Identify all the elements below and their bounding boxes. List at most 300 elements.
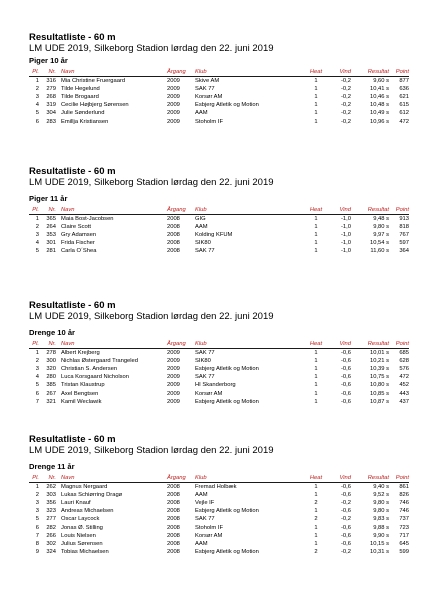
cell-result: 9,60 s — [373, 78, 389, 84]
cell-wind: -0,2 — [341, 548, 351, 555]
cell-pl: 1 — [35, 350, 39, 356]
cell-points: 472 — [399, 118, 409, 125]
cell-club: SAK 77 — [195, 248, 215, 255]
cell-club: Esbjerg Atletik og Motion — [195, 508, 259, 515]
cell-nr: 316 — [46, 78, 56, 84]
cell-pl: 7 — [35, 532, 39, 539]
column-header-result: Resultat — [367, 69, 389, 75]
cell-nr: 321 — [46, 398, 56, 405]
category-heading: Piger 10 år — [29, 56, 68, 65]
cell-nr: 266 — [46, 532, 56, 539]
column-header-heat: Heat — [309, 69, 323, 75]
table-row — [29, 515, 409, 523]
cell-year: 2008 — [167, 224, 180, 231]
column-header-club: Klub — [195, 475, 207, 481]
cell-nr: 300 — [46, 358, 56, 365]
cell-year: 2008 — [167, 500, 180, 507]
cell-result: 10,96 s — [369, 118, 389, 125]
cell-result: 10,49 s — [369, 110, 389, 117]
cell-heat: 1 — [314, 508, 318, 515]
column-header-result: Resultat — [367, 341, 389, 347]
cell-year: 2008 — [167, 524, 180, 531]
cell-wind: -0,2 — [341, 102, 351, 109]
cell-pl: 3 — [35, 508, 39, 515]
table-row — [29, 373, 409, 381]
cell-wind: -0,6 — [341, 374, 351, 381]
cell-result: 10,80 s — [369, 382, 389, 389]
cell-year: 2009 — [167, 382, 180, 389]
column-header-club: Klub — [195, 69, 207, 75]
cell-club: SAK 77 — [195, 374, 215, 381]
cell-heat: 1 — [314, 382, 318, 389]
section-subtitle: LM UDE 2019, Silkeborg Stadion lørdag den 22. juni 2019 — [29, 311, 274, 322]
column-header-nr: Nr. — [48, 69, 56, 75]
cell-heat: 2 — [314, 500, 318, 507]
cell-result: 10,87 s — [369, 398, 389, 405]
cell-wind: -0,2 — [341, 78, 351, 84]
cell-heat: 1 — [314, 94, 318, 101]
cell-heat: 1 — [314, 102, 318, 109]
cell-club: Fremad Holbæk — [195, 484, 237, 490]
cell-pl: 8 — [35, 540, 39, 547]
cell-wind: -0,6 — [341, 492, 351, 499]
cell-year: 2008 — [167, 248, 180, 255]
table-row — [29, 357, 409, 365]
column-header-club: Klub — [195, 207, 207, 213]
column-header-wind: Vind — [339, 207, 351, 213]
cell-wind: -0,6 — [341, 390, 351, 397]
cell-wind: -1,0 — [341, 216, 351, 222]
cell-result: 9,80 s — [373, 224, 389, 231]
column-header-name: Navn — [61, 475, 75, 481]
table-row — [29, 491, 409, 499]
cell-name: Maia Bost-Jacobsen — [61, 216, 114, 222]
table-row — [29, 499, 409, 507]
table-row — [29, 390, 409, 398]
cell-pl: 5 — [35, 516, 39, 523]
cell-heat: 1 — [314, 232, 318, 239]
column-header-pl: Pl. — [32, 207, 39, 213]
cell-wind: -0,2 — [341, 500, 351, 507]
table-row — [29, 223, 409, 231]
cell-nr: 320 — [46, 366, 56, 373]
cell-heat: 1 — [314, 224, 318, 231]
cell-club: Skive AM — [195, 78, 220, 84]
section-title: Resultatliste - 60 m — [29, 434, 116, 445]
column-header-result: Resultat — [367, 475, 389, 481]
cell-points: 364 — [399, 248, 409, 255]
table-row — [29, 524, 409, 532]
cell-nr: 262 — [46, 484, 56, 490]
cell-wind: -0,6 — [341, 358, 351, 365]
cell-result: 10,46 s — [369, 94, 389, 101]
cell-points: 452 — [399, 382, 409, 389]
cell-pl: 3 — [35, 232, 39, 239]
cell-club: Esbjerg Atletik og Motion — [195, 366, 259, 373]
cell-club: AAM — [195, 224, 208, 231]
cell-name: Cecilie Højbjerg Sørensen — [61, 102, 129, 109]
cell-heat: 1 — [314, 78, 318, 84]
cell-club: AAM — [195, 110, 208, 117]
cell-points: 443 — [399, 390, 409, 397]
cell-club: Korsør AM — [195, 532, 223, 539]
cell-pl: 2 — [35, 492, 39, 499]
cell-pl: 7 — [35, 398, 39, 405]
cell-result: 10,85 s — [369, 390, 389, 397]
cell-name: Julie Sønderlund — [61, 110, 105, 117]
column-header-result: Resultat — [367, 207, 389, 213]
cell-name: Gry Adamsen — [61, 232, 97, 239]
cell-club: Korsør AM — [195, 390, 223, 397]
cell-result: 10,21 s — [369, 358, 389, 365]
cell-name: Oscar Laycock — [61, 516, 100, 523]
cell-heat: 1 — [314, 248, 318, 255]
cell-year: 2008 — [167, 484, 180, 490]
cell-year: 2009 — [167, 350, 180, 356]
table-row — [29, 483, 409, 491]
cell-pl: 3 — [35, 366, 39, 373]
cell-club: GIG — [195, 216, 206, 222]
cell-wind: -0,6 — [341, 524, 351, 531]
category-heading: Piger 11 år — [29, 194, 68, 203]
cell-points: 645 — [399, 540, 409, 547]
cell-pl: 5 — [35, 110, 39, 117]
cell-nr: 268 — [46, 94, 56, 101]
results-section — [29, 300, 409, 405]
cell-name: Kamil Weclawik — [61, 398, 102, 405]
cell-club: Vejle IF — [195, 500, 215, 507]
cell-nr: 280 — [46, 374, 56, 381]
cell-result: 10,31 s — [369, 548, 389, 555]
cell-result: 9,80 s — [373, 500, 389, 507]
cell-points: 612 — [399, 110, 409, 117]
cell-nr: 319 — [46, 102, 56, 109]
table-header — [29, 68, 409, 76]
column-header-nr: Nr. — [48, 207, 56, 213]
results-section — [29, 166, 409, 255]
table-header — [29, 206, 409, 214]
cell-points: 472 — [399, 374, 409, 381]
table-row — [29, 540, 409, 548]
cell-result: 9,52 s — [373, 492, 389, 499]
cell-club: Kolding KFUM — [195, 232, 233, 239]
column-header-pl: Pl. — [32, 475, 39, 481]
column-header-heat: Heat — [309, 207, 323, 213]
column-header-nr: Nr. — [48, 475, 56, 481]
column-header-year: Årgang — [167, 69, 186, 75]
cell-points: 597 — [399, 240, 409, 247]
cell-heat: 1 — [314, 540, 318, 547]
cell-result: 11,60 s — [370, 248, 389, 255]
cell-points: 723 — [399, 524, 409, 531]
cell-nr: 304 — [46, 110, 56, 117]
cell-name: Mia Christine Fruergaard — [61, 78, 126, 84]
cell-points: 437 — [399, 398, 409, 405]
cell-heat: 1 — [314, 240, 318, 247]
cell-year: 2009 — [167, 398, 180, 405]
cell-name: Tilde Brogaard — [61, 94, 99, 101]
cell-nr: 385 — [46, 382, 56, 389]
cell-result: 10,41 s — [369, 86, 389, 93]
cell-points: 685 — [399, 350, 409, 356]
cell-wind: -0,6 — [341, 366, 351, 373]
cell-name: Nichlas Østergaard Trangeled — [61, 358, 139, 365]
cell-points: 621 — [399, 94, 409, 101]
cell-year: 2008 — [167, 232, 180, 239]
table-row — [29, 247, 409, 255]
cell-result: 9,40 s — [373, 484, 389, 490]
cell-name: Carla O´Shea — [61, 248, 97, 255]
cell-nr: 303 — [46, 492, 56, 499]
cell-club: Esbjerg Atletik og Motion — [195, 102, 259, 109]
cell-nr: 283 — [46, 118, 56, 125]
cell-nr: 282 — [46, 524, 56, 531]
cell-points: 746 — [399, 500, 409, 507]
cell-year: 2009 — [167, 358, 180, 365]
cell-name: Claire Scott — [61, 224, 91, 231]
table-row — [29, 77, 409, 85]
cell-result: 9,90 s — [373, 532, 389, 539]
cell-points: 737 — [399, 516, 409, 523]
table-row — [29, 365, 409, 373]
cell-wind: -1,0 — [341, 232, 351, 239]
cell-name: Tristan Klaustrup — [61, 382, 105, 389]
section-subtitle: LM UDE 2019, Silkeborg Stadion lørdag den 22. juni 2019 — [29, 445, 274, 456]
cell-points: 913 — [399, 216, 409, 222]
cell-name: Tilde Hegelund — [61, 86, 100, 93]
cell-name: Lauri Knauf — [61, 500, 91, 507]
cell-name: Julius Sørensen — [61, 540, 103, 547]
cell-pl: 6 — [35, 118, 39, 125]
column-header-club: Klub — [195, 341, 207, 347]
cell-pl: 2 — [35, 224, 39, 231]
table-row — [29, 507, 409, 515]
category-heading: Drenge 10 år — [29, 328, 76, 337]
cell-pl: 1 — [35, 78, 39, 84]
cell-nr: 356 — [46, 500, 56, 507]
cell-year: 2009 — [167, 78, 180, 84]
cell-club: Korsør AM — [195, 94, 223, 101]
cell-points: 861 — [399, 484, 409, 490]
column-header-pl: Pl. — [32, 69, 39, 75]
cell-year: 2009 — [167, 366, 180, 373]
table-row — [29, 231, 409, 239]
table-row — [29, 381, 409, 389]
cell-club: SIK80 — [195, 358, 211, 365]
cell-year: 2009 — [167, 118, 180, 125]
cell-heat: 1 — [314, 524, 318, 531]
cell-pl: 2 — [35, 358, 39, 365]
cell-wind: -0,2 — [341, 118, 351, 125]
cell-nr: 365 — [46, 216, 56, 222]
cell-year: 2009 — [167, 94, 180, 101]
section-title: Resultatliste - 60 m — [29, 166, 116, 177]
cell-club: HI Skanderborg — [195, 382, 236, 389]
cell-points: 826 — [399, 492, 409, 499]
cell-nr: 281 — [46, 248, 56, 255]
cell-nr: 324 — [46, 548, 56, 555]
cell-year: 2008 — [167, 540, 180, 547]
cell-year: 2009 — [167, 110, 180, 117]
table-header — [29, 474, 409, 482]
cell-club: Stoholm IF — [195, 118, 224, 125]
cell-year: 2008 — [167, 240, 180, 247]
cell-name: Emillja Kristiansen — [61, 118, 109, 125]
cell-heat: 1 — [314, 216, 318, 222]
cell-result: 10,48 s — [369, 102, 389, 109]
cell-result: 10,15 s — [369, 540, 389, 547]
cell-points: 717 — [399, 532, 409, 539]
cell-result: 10,01 s — [369, 350, 389, 356]
results-section — [29, 32, 409, 125]
cell-club: AAM — [195, 540, 208, 547]
cell-pl: 4 — [35, 102, 39, 109]
cell-year: 2008 — [167, 492, 180, 499]
cell-nr: 323 — [46, 508, 56, 515]
cell-points: 746 — [399, 508, 409, 515]
cell-heat: 1 — [314, 484, 318, 490]
cell-name: Albert Krejberg — [61, 350, 100, 356]
cell-heat: 1 — [314, 110, 318, 117]
cell-year: 2009 — [167, 86, 180, 93]
cell-heat: 1 — [314, 86, 318, 93]
cell-nr: 302 — [46, 540, 56, 547]
cell-heat: 1 — [314, 492, 318, 499]
cell-heat: 2 — [314, 516, 318, 523]
cell-heat: 1 — [314, 366, 318, 373]
cell-name: Luca Korsgaard Nicholson — [61, 374, 129, 381]
column-header-wind: Vind — [339, 475, 351, 481]
cell-club: Esbjerg Atletik og Motion — [195, 548, 259, 555]
cell-wind: -0,6 — [341, 484, 351, 490]
cell-pl: 5 — [35, 248, 39, 255]
column-header-name: Navn — [61, 207, 75, 213]
cell-result: 9,48 s — [373, 216, 389, 222]
cell-nr: 278 — [46, 350, 56, 356]
cell-wind: -1,0 — [341, 224, 351, 231]
cell-name: Frida Fischer — [61, 240, 95, 247]
cell-nr: 267 — [46, 390, 56, 397]
cell-club: SAK 77 — [195, 350, 215, 356]
section-subtitle: LM UDE 2019, Silkeborg Stadion lørdag den 22. juni 2019 — [29, 43, 274, 54]
cell-points: 576 — [399, 366, 409, 373]
cell-result: 9,88 s — [373, 524, 389, 531]
table-row — [29, 85, 409, 93]
table-row — [29, 101, 409, 109]
column-header-year: Årgang — [167, 475, 186, 481]
section-title: Resultatliste - 60 m — [29, 300, 116, 311]
table-row — [29, 398, 409, 406]
cell-pl: 5 — [35, 382, 39, 389]
cell-wind: -0,6 — [341, 382, 351, 389]
column-header-points: Point — [395, 475, 409, 481]
cell-wind: -1,0 — [341, 248, 351, 255]
cell-club: Stoholm IF — [195, 524, 224, 531]
cell-year: 2008 — [167, 532, 180, 539]
table-row — [29, 109, 409, 117]
cell-points: 818 — [399, 224, 409, 231]
cell-wind: -0,6 — [341, 508, 351, 515]
cell-pl: 6 — [35, 390, 39, 397]
column-header-name: Navn — [61, 341, 75, 347]
cell-pl: 2 — [35, 86, 39, 93]
cell-result: 9,83 s — [373, 516, 389, 523]
cell-nr: 279 — [46, 86, 56, 93]
cell-name: Jonas Ø. Stilling — [61, 524, 103, 531]
cell-pl: 9 — [35, 548, 39, 555]
cell-year: 2008 — [167, 508, 180, 515]
cell-wind: -0,6 — [341, 532, 351, 539]
cell-year: 2008 — [167, 216, 180, 222]
cell-heat: 1 — [314, 398, 318, 405]
cell-name: Magnus Nergaard — [61, 484, 108, 490]
cell-points: 636 — [399, 86, 409, 93]
column-header-year: Årgang — [167, 207, 186, 213]
table-row — [29, 215, 409, 223]
cell-name: Tobias Michaelsen — [61, 548, 109, 555]
column-header-points: Point — [395, 341, 409, 347]
cell-name: Christian S. Andersen — [61, 366, 118, 373]
cell-heat: 1 — [314, 532, 318, 539]
cell-nr: 353 — [46, 232, 56, 239]
column-header-pl: Pl. — [32, 341, 39, 347]
cell-year: 2008 — [167, 516, 180, 523]
cell-wind: -1,0 — [341, 240, 351, 247]
column-header-year: Årgang — [167, 341, 186, 347]
cell-points: 615 — [399, 102, 409, 109]
cell-wind: -0,2 — [341, 516, 351, 523]
column-header-wind: Vind — [339, 69, 351, 75]
cell-pl: 3 — [35, 500, 39, 507]
cell-club: Esbjerg Atletik og Motion — [195, 398, 259, 405]
column-header-heat: Heat — [309, 475, 323, 481]
cell-result: 9,80 s — [373, 508, 389, 515]
cell-year: 2009 — [167, 102, 180, 109]
table-header — [29, 340, 409, 348]
section-subtitle: LM UDE 2019, Silkeborg Stadion lørdag den 22. juni 2019 — [29, 177, 274, 188]
cell-pl: 1 — [35, 484, 39, 490]
cell-result: 10,54 s — [369, 240, 389, 247]
table-row — [29, 349, 409, 357]
cell-club: AAM — [195, 492, 208, 499]
column-header-wind: Vind — [339, 341, 351, 347]
column-header-nr: Nr. — [48, 341, 56, 347]
category-heading: Drenge 11 år — [29, 462, 75, 471]
cell-wind: -0,6 — [341, 398, 351, 405]
cell-heat: 1 — [314, 350, 318, 356]
cell-points: 877 — [399, 78, 409, 84]
cell-pl: 3 — [35, 94, 39, 101]
cell-result: 10,75 s — [369, 374, 389, 381]
cell-wind: -0,2 — [341, 94, 351, 101]
table-row — [29, 548, 409, 556]
column-header-points: Point — [395, 207, 409, 213]
cell-result: 10,39 s — [369, 366, 389, 373]
cell-pl: 4 — [35, 240, 39, 247]
table-row — [29, 532, 409, 540]
cell-heat: 1 — [314, 390, 318, 397]
cell-pl: 1 — [35, 216, 39, 222]
cell-wind: -0,2 — [341, 110, 351, 117]
cell-club: SAK 77 — [195, 516, 215, 523]
cell-pl: 6 — [35, 524, 39, 531]
cell-points: 767 — [399, 232, 409, 239]
table-row — [29, 239, 409, 247]
cell-heat: 1 — [314, 358, 318, 365]
cell-name: Andreas Michaelsen — [61, 508, 114, 515]
cell-name: Axel Bengtsen — [61, 390, 99, 397]
cell-points: 628 — [399, 358, 409, 365]
